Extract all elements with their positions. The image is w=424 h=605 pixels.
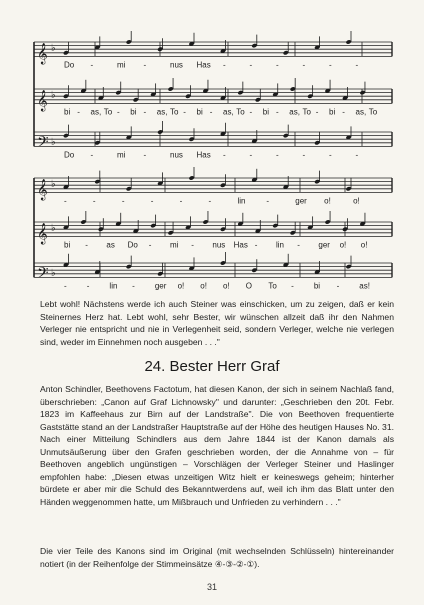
bass-clef-icon: 𝄢 [37,133,49,155]
lyric-syllable: O [245,281,252,291]
lyric-syllable: as, [355,107,367,117]
flat-icon: ♭ [51,223,56,235]
lyric-syllable: - [90,60,94,70]
lyric-syllable: Has [196,150,211,160]
lyric-syllable: bi [196,107,203,117]
lyric-syllable: o! [324,196,331,206]
lyric-syllable: - [266,196,270,206]
lyric-syllable: lin [109,281,118,291]
lyric-syllable: - [276,60,279,70]
treble-clef-icon: 𝄞 [37,223,48,245]
lyric-syllable: - [64,196,67,206]
lyric-syllable: nus [170,60,183,70]
lyric-syllable: Has [233,240,248,250]
lyric-syllable: bi [64,240,71,250]
lyric-syllable: - [148,240,152,250]
lyric-syllable: as! [359,281,370,291]
lyric-syllable: bi [262,107,269,117]
bass-clef-icon: 𝄢 [37,264,49,286]
lyric-syllable: as, [223,107,234,117]
lyric-syllable: - [209,107,213,117]
lyric-syllable: nus [170,150,183,160]
music-score [0,0,424,295]
lyric-syllable: - [132,281,135,291]
treble-clef-icon: 𝄞 [37,179,48,201]
lyric-syllable: Do [64,60,75,70]
letter-text: Lebt wohl! Nächstens werde ich auch Steiner was einschicken, um zu zeigen, daß er kein Steinernes Herz hat. Lebt wohl, sehr Bester, wir wünschen allzeit daß ihr den Nahmen Verleger nie entspricht und nie in Verlegenheit seid, sondern Verleger, welche nie verlegen sind, weder im Einnehmen noch ausgeben . . ." [40,299,394,347]
flat-icon: ♭ [51,43,56,55]
lyric-syllable: - [355,60,359,70]
lyric-syllable: mi [117,60,126,70]
lyric-syllable: - [223,150,226,160]
lyric-syllable: mi [170,240,179,250]
lyric-syllable: - [86,281,90,291]
flat-icon: ♭ [51,136,56,148]
lyric-syllable: o! [223,281,230,291]
lyric-syllable: To [236,107,245,117]
lyric-syllable: - [92,196,96,206]
lyric-syllable: ger [318,240,330,250]
section-title: 24. Bester Herr Graf [144,358,280,375]
lyric-syllable: - [208,196,212,206]
lyric-syllable: - [315,107,319,117]
lyric-syllable: as [106,240,115,250]
treble-clef-icon: 𝄞 [37,43,48,65]
lyric-syllable: o! [360,240,368,250]
lyric-syllable: - [291,281,294,291]
lyric-syllable: - [64,281,67,291]
lyric-syllable: - [276,150,279,160]
letter-excerpt [40,298,394,348]
lyric-syllable: - [355,150,359,160]
flat-icon: ♭ [51,267,56,279]
lyric-syllable: - [276,107,279,117]
lyric-syllable: bi [64,107,71,117]
lyric-syllable: - [85,240,88,250]
lyric-syllable: - [117,107,120,117]
lyric-syllable: as, [90,107,102,117]
lyric-syllable: - [302,150,306,160]
lyric-syllable: o! [353,196,360,206]
lyric-syllable: Do [127,240,138,250]
closing-note [40,545,394,570]
flat-icon: ♭ [51,179,56,191]
lyric-syllable: mi [117,150,126,160]
lyric-syllable: - [329,60,332,70]
lyric-syllable: nus [212,240,226,250]
closing-text: Die vier Teile des Kanons sind im Original (mit wechselnden Schlüsseln) hintereinander notiert (in der Reihenfolge der Stimmeinsätze ④-③-②-①). [40,546,394,569]
lyric-syllable: bi [329,107,336,117]
lyric-syllable: - [191,240,194,250]
lyric-syllable: Has [196,60,211,70]
flat-icon: ♭ [51,90,56,102]
lyric-syllable: - [143,150,147,160]
lyric-syllable: To [103,107,113,117]
lyric-syllable: - [249,107,253,117]
lyric-syllable: - [254,240,258,250]
lyric-syllable: To [170,107,179,117]
lyric-syllable: - [150,196,154,206]
lyric-syllable: o! [200,281,207,291]
page-number: 31 [206,582,217,592]
lyric-syllable: o! [177,281,185,291]
lyric-syllable: o! [339,240,347,250]
treble-clef-icon: 𝄞 [37,90,48,112]
lyric-syllable: - [77,107,80,117]
lyric-syllable: ger [154,281,167,291]
lyric-syllable: To [368,107,378,117]
lyric-syllable: - [249,60,253,70]
lyric-syllable: - [302,60,306,70]
lyric-syllable: ger [295,196,307,206]
lyric-syllable: - [329,150,332,160]
lyric-syllable: - [90,150,94,160]
lyric-syllable: bi [130,107,137,117]
lyric-syllable: lin [237,196,246,206]
lyric-syllable: Do [64,150,75,160]
lyric-syllable: To [302,107,311,117]
lyric-syllable: as, [289,107,300,117]
lyric-syllable: - [342,107,345,117]
lyric-syllable: - [336,281,340,291]
commentary [40,383,394,508]
lyric-syllable: - [121,196,125,206]
lyric-syllable: - [183,107,186,117]
lyric-syllable: lin [276,240,285,250]
lyric-syllable: - [179,196,183,206]
commentary-text: Anton Schindler, Beethovens Factotum, hat diesen Kanon, der sich in seinem Nachlaß fand, überschrieben: „Canon auf Graf Lichnowsky" und darunter: „Geschrieben den 20t. Febr. 1823 im Kaffeehaus zur Birn auf der Landstraße". Die von Beethoven frequentierte Gaststätte stand an der Landstraßer Hauptstraße auf der Höhe des heutigen Hauses No. 31. Nach einer Mitteilung Schindlers aus dem Jahre 1844 ist der Kanon damals als Unmutsäußerung über den Grafen geschrieben worden, der die Annahme von – für Beethoven angeblich ungünstigen – Vorschlägen der Verleger Steiner und Haslinger empfohlen habe: „Diesen etwas unzeitigen Witz hielt er keineswegs geheim; hinterher bürdete er aber mir die Schuld des Bekanntwerdens auf, weil ich ihm das Blatt unter den Händen weggenommen hatte, um Mißbrauch und Unfrieden zu verhindern . . ." [40,384,394,507]
lyric-syllable: - [143,107,147,117]
lyric-syllable: - [297,240,300,250]
lyric-syllable: - [223,60,226,70]
lyric-syllable: - [143,60,147,70]
lyric-syllable: as, [156,107,168,117]
lyric-syllable: To [268,281,277,291]
lyric-syllable: bi [313,281,321,291]
lyric-syllable: - [249,150,253,160]
